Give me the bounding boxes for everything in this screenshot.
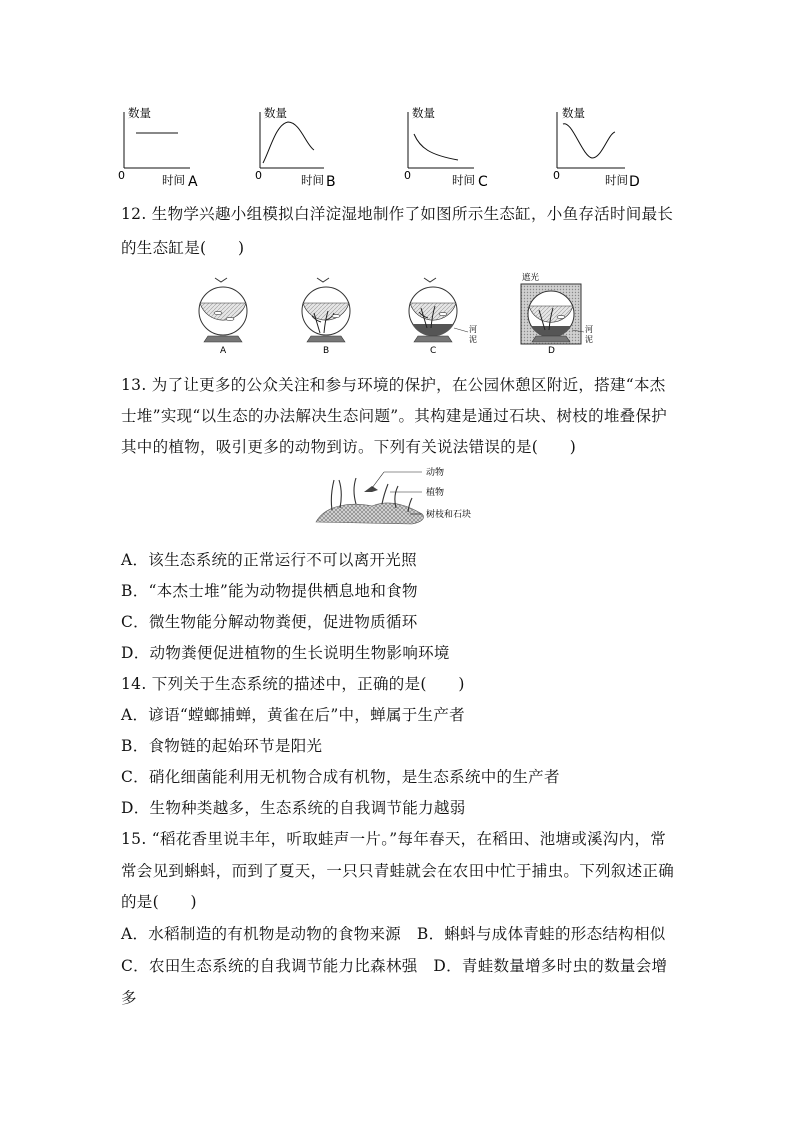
- q15-options-row3: 多: [121, 989, 137, 1007]
- q13-option-b: B．“本杰士堆”能为动物提供栖息地和食物: [121, 582, 418, 600]
- graph-b-curve: [263, 122, 314, 163]
- q13-option-a: A．该生态系统的正常运行不可以离开光照: [121, 551, 417, 569]
- q13-text-line1: 13. 为了让更多的公众关注和参与环境的保护，在公园休憩区附近，搭建“本杰: [121, 376, 666, 394]
- q15-text-line2: 常会见到蝌蚪，而到了夏天，一只只青蛙就会在农田中忙于捕虫。下列叙述正确: [121, 862, 675, 880]
- graph-d: [553, 106, 640, 190]
- graphs-figure: [110, 100, 670, 195]
- q12-text-line1: 12. 生物学兴趣小组模拟白洋淀湿地制作了如图所示生态缸，小鱼存活时间最长: [121, 205, 674, 223]
- label-plant: 植物: [426, 488, 445, 498]
- graph-d-curve: [563, 124, 615, 158]
- graph-d-ylabel: 数量: [562, 106, 585, 120]
- graph-a-xlabel: 时间: [162, 173, 185, 187]
- q13-option-d: D．动物粪便促进植物的生长说明生物影响环境: [121, 644, 450, 662]
- graph-a-ylabel: 数量: [128, 106, 151, 120]
- fish-icon: [214, 311, 222, 314]
- graph-a-origin: 0: [118, 169, 125, 182]
- q15-options-row1: A．水稻制造的有机物是动物的食物来源 B．蝌蚪与成体青蛙的形态结构相似: [121, 925, 666, 943]
- q15-text-line3: 的是( ): [121, 893, 197, 911]
- bird-icon: [215, 278, 227, 282]
- tank-a: [199, 278, 247, 356]
- q13-text-line3: 其中的植物，吸引更多的动物到访。下列有关说法错误的是( ): [121, 438, 577, 456]
- tank-c: [409, 278, 477, 356]
- graph-b-xlabel: 时间: [301, 173, 324, 187]
- q13-option-c: C．微生物能分解动物粪便，促进物质循环: [121, 613, 418, 631]
- label-branches-stones: 树枝和石块: [426, 510, 472, 520]
- graph-a: [118, 106, 198, 190]
- animal-icon: [364, 486, 378, 492]
- graph-b-origin: 0: [255, 169, 262, 182]
- q13-benjes-hedge-figure: [312, 462, 492, 530]
- graph-c-ylabel: 数量: [412, 106, 435, 120]
- tank-c-mud-label-1: 河: [469, 325, 477, 334]
- graph-d-origin: 0: [553, 169, 560, 182]
- graph-d-xlabel: 时间: [605, 173, 628, 187]
- tank-d: [521, 272, 593, 356]
- tank-d-shade-label: 遮光: [522, 273, 540, 283]
- tank-d-mud-label-1: 河: [585, 325, 593, 334]
- tank-c-label: C: [430, 346, 437, 356]
- graph-c: [404, 106, 488, 190]
- tank-b: [302, 278, 350, 356]
- fish-icon: [439, 312, 447, 315]
- fish-icon: [557, 315, 565, 318]
- graph-c-option: C: [478, 174, 488, 190]
- graph-c-origin: 0: [404, 169, 411, 182]
- fish-icon: [332, 314, 340, 317]
- tank-b-label: B: [323, 346, 330, 356]
- tank-a-label: A: [220, 346, 227, 356]
- tank-d-label: D: [548, 346, 555, 356]
- q14-option-b: B．食物链的起始环节是阳光: [121, 737, 323, 755]
- tank-d-mud-label-2: 泥: [585, 335, 593, 344]
- graph-b-option: B: [326, 174, 336, 190]
- branches-and-stones: [316, 503, 424, 524]
- tank-c-mud-label-2: 泥: [469, 335, 477, 344]
- q14-option-d: D．生物种类越多，生态系统的自我调节能力越弱: [121, 799, 466, 817]
- q12-text-line2: 的生态缸是( ): [121, 239, 245, 257]
- graph-a-option: A: [188, 174, 198, 190]
- q14-text-line1: 14. 下列关于生态系统的描述中，正确的是( ): [121, 675, 465, 693]
- fish-icon: [226, 317, 234, 320]
- q14-option-a: A．谚语“螳螂捕蝉，黄雀在后”中，蝉属于生产者: [121, 706, 465, 724]
- q15-text-line1: 15. “稻花香里说丰年，听取蛙声一片。”每年春天，在稻田、池塘或溪沟内，常: [121, 830, 667, 848]
- label-animal: 动物: [426, 468, 445, 478]
- q12-eco-tank-figure: [190, 270, 610, 360]
- graph-d-option: D: [629, 174, 640, 190]
- graph-b: [255, 106, 336, 190]
- q14-option-c: C．硝化细菌能利用无机物合成有机物，是生态系统中的生产者: [121, 768, 560, 786]
- bird-icon: [317, 278, 329, 282]
- q13-text-line2: 士堆”实现“以生态的办法解决生态问题”。其构建是通过石块、树枝的堆叠保护: [121, 407, 668, 425]
- q15-options-row2: C．农田生态系统的自我调节能力比森林强 D．青蛙数量增多时虫的数量会增: [121, 957, 668, 975]
- graph-c-curve: [414, 134, 458, 160]
- graph-c-xlabel: 时间: [452, 173, 475, 187]
- bird-icon: [424, 278, 436, 282]
- graph-b-ylabel: 数量: [264, 106, 287, 120]
